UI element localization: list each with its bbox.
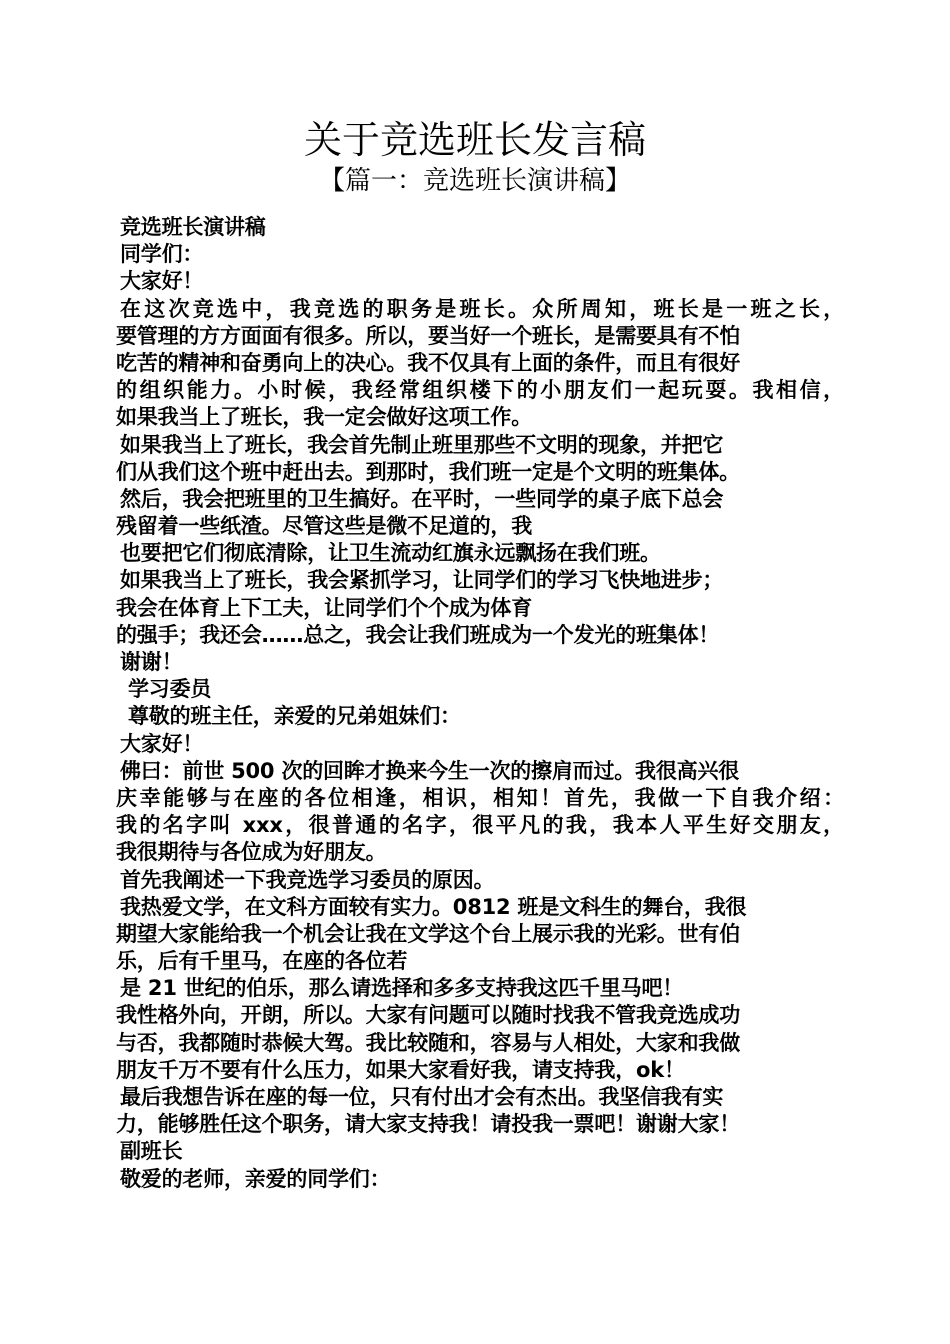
paragraph-line: 我性格外向，开朗，所以。大家有问题可以随时找我不管我竞选成功 <box>116 1003 740 1028</box>
paragraph-line: 大家好！ <box>120 731 204 756</box>
paragraph-line: 首先我阐述一下我竞选学习委员的原因。 <box>120 867 495 892</box>
paragraph-line: 我的名字叫 xxx，很普通的名字，很平凡的我，我本人平生好交朋友， <box>116 813 844 838</box>
paragraph-line: 的组织能力。小时候，我经常组织楼下的小朋友们一起玩耍。我相信， <box>116 378 844 403</box>
document-subtitle: 【篇一：竞选班长演讲稿】 <box>318 166 631 196</box>
paragraph-line: 们从我们这个班中赶出去。到那时，我们班一定是个文明的班集体。 <box>116 459 740 484</box>
paragraph-line: 在这次竞选中，我竞选的职务是班长。众所周知，班长是一班之长， <box>120 296 844 321</box>
paragraph-line: 与否，我都随时恭候大驾。我比较随和，容易与人相处，大家和我做 <box>116 1030 740 1055</box>
paragraph-line: 敬爱的老师，亲爱的同学们： <box>120 1166 391 1191</box>
paragraph-line: 如果我当上了班长，我会紧抓学习，让同学们的学习飞快地进步； <box>120 568 724 593</box>
paragraph-line: 庆幸能够与在座的各位相逢，相识，相知！首先，我做一下自我介绍： <box>116 785 844 810</box>
paragraph-line: 如果我当上了班长，我一定会做好这项工作。 <box>116 405 532 430</box>
paragraph-line: 如果我当上了班长，我会首先制止班里那些不文明的现象，并把它 <box>120 432 724 457</box>
document-body <box>116 214 844 1193</box>
paragraph-line: 吃苦的精神和奋勇向上的决心。我不仅具有上面的条件，而且有很好 <box>116 350 740 375</box>
paragraph-line: 残留着一些纸渣。尽管这些是微不足道的，我 <box>116 514 532 539</box>
paragraph-line: 学习委员 <box>128 677 212 702</box>
paragraph-line: 我很期待与各位成为好朋友。 <box>116 840 387 865</box>
paragraph-line: 力，能够胜任这个职务，请大家支持我！请投我一票吧！谢谢大家！ <box>116 1112 740 1137</box>
paragraph-line: 的强手；我还会……总之，我会让我们班成为一个发光的班集体！ <box>116 622 720 647</box>
paragraph-line: 是 21 世纪的伯乐，那么请选择和多多支持我这匹千里马吧！ <box>120 976 684 1001</box>
paragraph-line: 谢谢！ <box>120 650 183 674</box>
paragraph-line: 要管理的方方面面有很多。所以，要当好一个班长，是需要具有不怕 <box>116 323 740 348</box>
paragraph-line: 最后我想告诉在座的每一位，只有付出才会有杰出。我坚信我有实 <box>120 1085 724 1109</box>
paragraph-line: 我会在体育上下工夫，让同学们个个成为体育 <box>116 595 532 620</box>
paragraph-line: 竞选班长演讲稿 <box>120 215 266 239</box>
paragraph-line: 尊敬的班主任，亲爱的兄弟姐妹们： <box>128 704 461 729</box>
paragraph-line: 期望大家能给我一个机会让我在文学这个台上展示我的光彩。世有伯 <box>116 921 740 946</box>
paragraph-line: 也要把它们彻底清除，让卫生流动红旗永远飘扬在我们班。 <box>120 541 661 566</box>
paragraph-line: 大家好！ <box>120 269 204 294</box>
paragraph-line: 乐，后有千里马，在座的各位若 <box>116 949 408 974</box>
paragraph-line: 佛曰：前世 500 次的回眸才换来今生一次的擦肩而过。我很高兴很 <box>120 758 740 783</box>
paragraph-line: 朋友千万不要有什么压力，如果大家看好我，请支持我，ok！ <box>116 1057 685 1082</box>
paragraph-line: 然后，我会把班里的卫生搞好。在平时，一些同学的桌子底下总会 <box>120 486 724 511</box>
paragraph-line: 副班长 <box>120 1139 183 1164</box>
document-title: 关于竞选班长发言稿 <box>303 118 646 162</box>
paragraph-line: 我热爱文学，在文科方面较有实力。0812 班是文科生的舞台，我很 <box>120 894 747 919</box>
paragraph-line: 同学们： <box>120 242 204 267</box>
